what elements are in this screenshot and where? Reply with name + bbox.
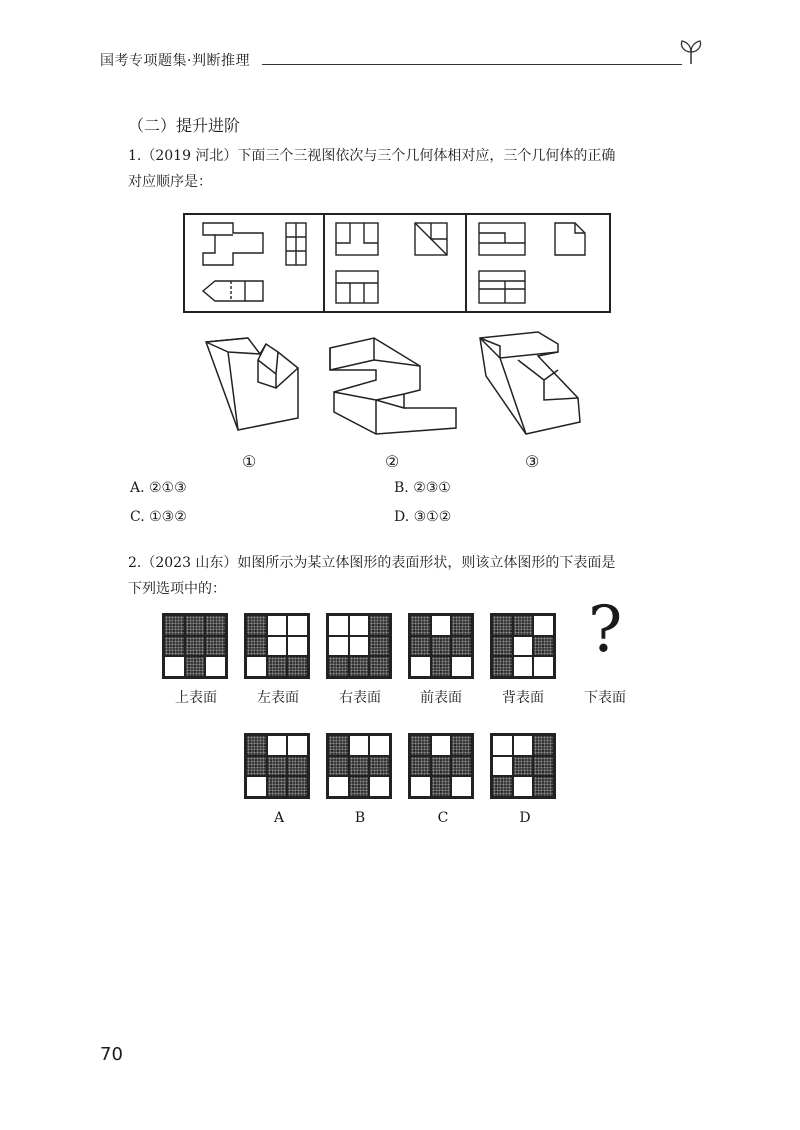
three-view-3 [479, 223, 585, 303]
dark-cell [185, 656, 206, 677]
three-view-2 [336, 223, 447, 303]
dark-cell [410, 636, 431, 657]
dark-cell [410, 615, 431, 636]
dark-cell [533, 756, 554, 777]
light-cell [267, 615, 288, 636]
light-cell [328, 615, 349, 636]
light-cell [369, 776, 390, 797]
light-cell [246, 776, 267, 797]
three-view-panels [183, 213, 611, 313]
grid-option-c[interactable] [408, 733, 474, 799]
light-cell [267, 735, 288, 756]
dark-cell [451, 735, 472, 756]
light-cell [451, 776, 472, 797]
q2-stem-line1: 2.（2023 山东）如图所示为某立体图形的表面形状，则该立体图形的下表面是 [128, 555, 616, 571]
dark-cell [246, 636, 267, 657]
dark-cell [246, 615, 267, 636]
dark-cell [185, 615, 206, 636]
light-cell [533, 615, 554, 636]
dark-cell [431, 656, 452, 677]
solid-1 [206, 338, 298, 430]
dark-cell [533, 636, 554, 657]
dark-cell [410, 756, 431, 777]
dark-cell [369, 636, 390, 657]
q1-stem-line1: 1.（2019 河北）下面三个三视图依次与三个几何体相对应，三个几何体的正确 [128, 148, 616, 164]
light-cell [205, 656, 226, 677]
grid-back-surface [490, 613, 556, 679]
dark-cell [369, 615, 390, 636]
light-cell [287, 615, 308, 636]
dark-cell [410, 735, 431, 756]
light-cell [513, 656, 534, 677]
light-cell [492, 756, 513, 777]
light-cell [349, 615, 370, 636]
dark-cell [492, 636, 513, 657]
surface-label-left: 左表面 [257, 690, 299, 706]
dark-cell [328, 656, 349, 677]
section-title: （二）提升进阶 [128, 116, 241, 135]
dark-cell [492, 615, 513, 636]
light-cell [328, 636, 349, 657]
light-cell [513, 776, 534, 797]
dark-cell [492, 776, 513, 797]
surface-label-bottom: 下表面 [584, 690, 626, 706]
dark-cell [328, 756, 349, 777]
light-cell [451, 656, 472, 677]
dark-cell [287, 776, 308, 797]
light-cell [349, 636, 370, 657]
light-cell [267, 636, 288, 657]
dark-cell [451, 615, 472, 636]
light-cell [431, 615, 452, 636]
dark-cell [205, 636, 226, 657]
q2-option-label-c[interactable]: C [437, 810, 449, 826]
dark-cell [513, 756, 534, 777]
q1-option-b[interactable]: B. ②③① [394, 480, 451, 496]
dark-cell [492, 656, 513, 677]
dark-cell [267, 656, 288, 677]
q2-option-label-a[interactable]: A [273, 810, 285, 826]
dark-cell [451, 756, 472, 777]
light-cell [513, 636, 534, 657]
light-cell [410, 776, 431, 797]
light-cell [369, 735, 390, 756]
q1-stem [128, 143, 693, 195]
grid-left-surface [244, 613, 310, 679]
dark-cell [185, 636, 206, 657]
dark-cell [164, 636, 185, 657]
dark-cell [513, 615, 534, 636]
q2-option-label-d[interactable]: D [519, 810, 531, 826]
light-cell [287, 735, 308, 756]
solids-row [198, 330, 608, 440]
dark-cell [431, 636, 452, 657]
running-header: 国考专项题集·判断推理 [100, 53, 250, 69]
grid-top-surface [162, 613, 228, 679]
solid-2 [330, 338, 456, 434]
dark-cell [164, 615, 185, 636]
dark-cell [533, 776, 554, 797]
solid-3 [480, 332, 580, 434]
q2-stem-line2: 下列选项中的： [128, 581, 226, 597]
dark-cell [205, 615, 226, 636]
q1-option-d[interactable]: D. ③①② [394, 509, 452, 525]
light-cell [533, 656, 554, 677]
dark-cell [431, 776, 452, 797]
q1-option-c[interactable]: C. ①③② [130, 509, 187, 525]
solid-label-3: ③ [525, 452, 540, 471]
dark-cell [349, 656, 370, 677]
question-mark: ? [588, 593, 623, 667]
surface-label-back: 背表面 [502, 690, 544, 706]
dark-cell [328, 735, 349, 756]
dark-cell [246, 756, 267, 777]
light-cell [328, 776, 349, 797]
sprout-icon [676, 36, 706, 66]
light-cell [513, 735, 534, 756]
grid-front-surface [408, 613, 474, 679]
solid-label-2: ② [385, 452, 400, 471]
dark-cell [533, 735, 554, 756]
q1-stem-line2: 对应顺序是： [128, 174, 212, 190]
grid-right-surface [326, 613, 392, 679]
dark-cell [349, 776, 370, 797]
grid-option-d[interactable] [490, 733, 556, 799]
solid-label-1: ① [242, 452, 257, 471]
light-cell [164, 656, 185, 677]
three-view-1 [203, 223, 306, 301]
dark-cell [267, 756, 288, 777]
light-cell [431, 735, 452, 756]
light-cell [410, 656, 431, 677]
surface-label-front: 前表面 [420, 690, 462, 706]
dark-cell [267, 776, 288, 797]
light-cell [246, 656, 267, 677]
dark-cell [431, 756, 452, 777]
grid-option-b[interactable] [326, 733, 392, 799]
q1-option-a[interactable]: A. ②①③ [130, 480, 187, 496]
dark-cell [287, 656, 308, 677]
surface-label-right: 右表面 [339, 690, 381, 706]
surface-label-top: 上表面 [175, 690, 217, 706]
page-number: 70 [100, 1044, 123, 1065]
dark-cell [287, 756, 308, 777]
header-rule [262, 64, 682, 65]
light-cell [492, 735, 513, 756]
dark-cell [246, 735, 267, 756]
dark-cell [451, 636, 472, 657]
dark-cell [369, 756, 390, 777]
dark-cell [349, 756, 370, 777]
grid-option-a[interactable] [244, 733, 310, 799]
q2-option-label-b[interactable]: B [354, 810, 366, 826]
light-cell [287, 636, 308, 657]
dark-cell [369, 656, 390, 677]
light-cell [349, 735, 370, 756]
